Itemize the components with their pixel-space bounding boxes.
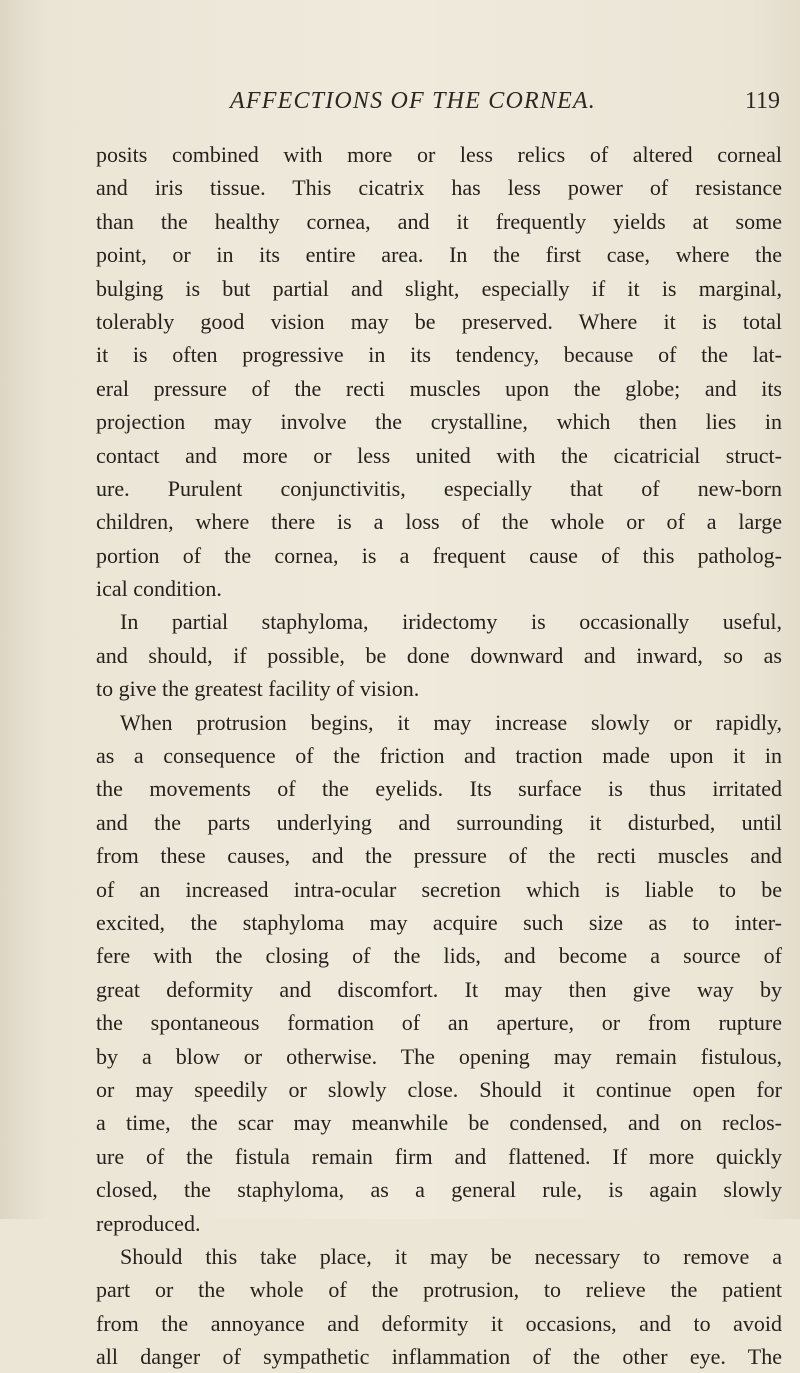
text-line: excited, the staphyloma may acquire such size as to inter- <box>96 909 782 935</box>
text-line: point, or in its entire area. In the first case, where the <box>96 242 782 268</box>
text-line: and the parts underlying and surrounding it disturbed, until <box>96 809 782 835</box>
text-line: portion of the cornea, is a frequent cause of this patholog- <box>96 542 782 568</box>
text-line: great deformity and discomfort. It may then give way by <box>96 976 782 1002</box>
text-line: the spontaneous formation of an aperture, or from rupture <box>96 1010 782 1036</box>
text-line: and should, if possible, be done downward and inward, so as <box>96 642 782 668</box>
body-text <box>96 138 782 1373</box>
text-line: projection may involve the crystalline, which then lies in <box>96 409 782 435</box>
page-number: 119 <box>744 88 780 114</box>
text-line: as a consequence of the friction and traction made upon it in <box>96 743 782 769</box>
text-line: When protrusion begins, it may increase slowly or rapidly, <box>120 709 782 735</box>
text-line: tolerably good vision may be preserved. Where it is total <box>96 308 782 334</box>
text-line: of an increased intra-ocular secretion which is liable to be <box>96 876 782 902</box>
text-line: In partial staphyloma, iridectomy is occasionally useful, <box>120 609 782 635</box>
text-line: fere with the closing of the lids, and become a source of <box>96 943 782 969</box>
text-line: contact and more or less united with the cicatricial struct- <box>96 442 782 468</box>
text-line: part or the whole of the protrusion, to relieve the patient <box>96 1277 782 1303</box>
text-line: or may speedily or slowly close. Should it continue open for <box>96 1076 782 1102</box>
text-line: than the healthy cornea, and it frequently yields at some <box>96 208 782 234</box>
text-line: from the annoyance and deformity it occasions, and to avoid <box>96 1310 782 1336</box>
text-line: the movements of the eyelids. Its surface is thus irritated <box>96 776 782 802</box>
text-line: children, where there is a loss of the whole or of a large <box>96 509 782 535</box>
text-line: it is often progressive in its tendency, because of the lat- <box>96 342 782 368</box>
text-line: Should this take place, it may be necessary to remove a <box>120 1243 782 1269</box>
text-line: and iris tissue. This cicatrix has less power of resistance <box>96 175 782 201</box>
text-line: reproduced. <box>96 1210 201 1236</box>
text-line: posits combined with more or less relics of altered corneal <box>96 142 782 167</box>
text-line: by a blow or otherwise. The opening may remain fistulous, <box>96 1043 782 1069</box>
text-line: ure. Purulent conjunctivitis, especially that of new-born <box>96 475 782 501</box>
text-line: all danger of sympathetic inflammation of the other eye. The <box>96 1344 782 1370</box>
text-line: ical condition. <box>96 576 222 602</box>
page-header <box>96 88 780 128</box>
text-line: from these causes, and the pressure of the recti muscles and <box>96 843 782 869</box>
running-title: AFFECTIONS OF THE CORNEA. <box>230 88 596 114</box>
text-line: bulging is but partial and slight, especially if it is marginal, <box>96 275 782 301</box>
text-line: ure of the fistula remain firm and flattened. If more quickly <box>96 1143 782 1169</box>
text-line: to give the greatest facility of vision. <box>96 676 420 702</box>
text-line: eral pressure of the recti muscles upon the globe; and its <box>96 375 782 401</box>
text-line: a time, the scar may meanwhile be condensed, and on reclos- <box>96 1110 782 1136</box>
text-line: closed, the staphyloma, as a general rule, is again slowly <box>96 1177 782 1203</box>
